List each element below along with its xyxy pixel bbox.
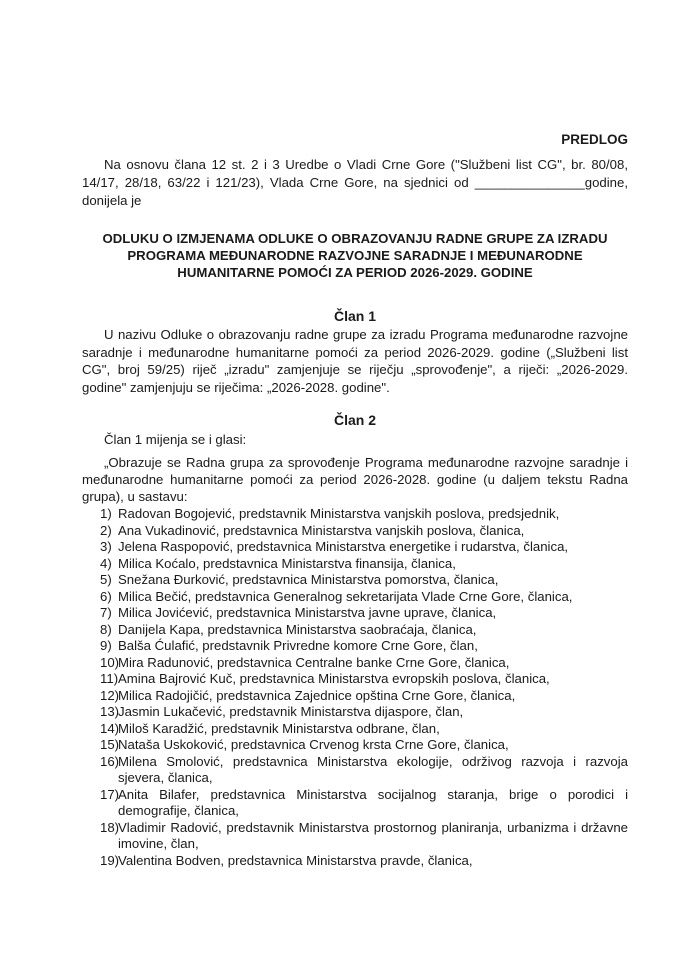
member-item (100, 853, 628, 870)
intro-text-end: godine, donijela je (82, 175, 628, 208)
member-item (100, 506, 628, 523)
member-number: 4) (100, 555, 112, 571)
clan-1-heading: Član 1 (333, 308, 376, 324)
member-number: 14) (100, 720, 120, 736)
member-number: 15) (100, 737, 120, 752)
member-text: Valentina Bodven, predstavnica Ministarstva pravde, članica, (118, 852, 473, 868)
member-number: 13) (100, 704, 120, 719)
member-item (100, 622, 628, 639)
member-item (100, 556, 628, 573)
member-number: 18) (100, 819, 120, 835)
member-item (100, 820, 628, 853)
member-number: 6) (100, 588, 112, 604)
clan-2-intro: Član 1 mijenja se i glasi: (104, 432, 247, 447)
member-text: Radovan Bogojević, predstavnik Ministarstva vanjskih poslova, predsjednik, (118, 506, 560, 521)
intro-paragraph (82, 156, 628, 210)
member-text: Milica Koćalo, predstavnica Ministarstva finansija, članica, (118, 555, 456, 571)
clan-2-heading: Član 2 (333, 412, 376, 428)
clan-1-text: U nazivu Odluke o obrazovanju radne grupe za izradu Programa međunarodne razvojne saradnje i međunarodne humanitarne pomoći za period 2026-2029. godine („Službeni list CG", broj 59/25) riječ „izradu" zamjenjuje se riječju „sprovođenje", a riječi: „2026-2029. godine" zamjenjuju se riječima: „2026-2028. godine". (82, 327, 628, 395)
member-number: 10) (100, 654, 120, 670)
member-text: Vladimir Radović, predstavnik Ministarstva prostornog planiranja, urbanizma i državne imovine, član, (118, 819, 628, 851)
members-list (100, 506, 628, 869)
member-item (100, 737, 628, 754)
date-blank: _______________ (474, 175, 585, 190)
predlog-label: PREDLOG (561, 132, 628, 147)
member-number: 19) (100, 852, 120, 868)
member-number: 5) (100, 572, 112, 587)
member-item (100, 655, 628, 672)
member-text: Ana Vukadinović, predstavnica Ministarstva vanjskih poslova, članica, (118, 522, 525, 538)
member-text: Balša Ćulafić, predstavnik Privredne komore Crne Gore, član, (118, 638, 478, 653)
member-text: Jelena Raspopović, predstavnica Ministarstva energetike i rudarstva, članica, (118, 539, 569, 554)
member-text: Danijela Kapa, predstavnica Ministarstva saobraćaja, članica, (118, 621, 477, 637)
member-text: Milena Smolović, predstavnica Ministarstva ekologije, održivog razvoja i razvoja sjevera, članica, (118, 753, 628, 785)
member-number: 2) (100, 522, 112, 538)
member-text: Jasmin Lukačević, predstavnik Ministarstva dijaspore, član, (118, 704, 464, 719)
member-text: Milica Bečić, predstavnica Generalnog sekretarijata Vlade Crne Gore, članica, (118, 588, 573, 604)
member-number: 16) (100, 753, 120, 769)
member-item (100, 539, 628, 556)
member-number: 7) (100, 605, 112, 620)
member-number: 11) (100, 671, 119, 686)
member-item (100, 688, 628, 705)
member-item (100, 721, 628, 738)
member-text: Milica Jovićević, predstavnica Ministarstva javne uprave, članica, (118, 605, 497, 620)
member-text: Mira Radunović, predstavnica Centralne banke Crne Gore, članica, (118, 654, 510, 670)
clan-2-text: „Obrazuje se Radna grupa za sprovođenje Programa međunarodne razvojne saradnje i međunarodne humanitarne pomoći za period 2026-2028. godine (u daljem tekstu Radna grupa), u sastavu: (82, 455, 628, 504)
member-number: 1) (100, 506, 112, 521)
member-number: 12) (100, 687, 120, 703)
member-number: 17) (100, 786, 120, 802)
member-text: Snežana Đurković, predstavnica Ministarstva pomorstva, članica, (118, 572, 499, 587)
member-item (100, 671, 628, 688)
member-item (100, 605, 628, 622)
member-item (100, 704, 628, 721)
member-item (100, 638, 628, 655)
member-text: Miloš Karadžić, predstavnik Ministarstva odbrane, član, (118, 720, 440, 736)
member-text: Nataša Uskoković, predstavnica Crvenog krsta Crne Gore, članica, (118, 737, 509, 752)
member-item (100, 523, 628, 540)
member-text: Anita Bilafer, predstavnica Ministarstva socijalnog staranja, brige o porodici i demografije, članica, (118, 786, 628, 818)
member-number: 3) (100, 539, 112, 554)
intro-text: Na osnovu člana 12 st. 2 i 3 Uredbe o Vladi Crne Gore ("Službeni list CG", br. 80/08, 14/17, 28/18, 63/22 i 121/23), Vlada Crne Gore, na sjednici od (82, 157, 628, 190)
member-number: 9) (100, 638, 112, 653)
member-number: 8) (100, 621, 112, 637)
member-item (100, 572, 628, 589)
member-item (100, 589, 628, 606)
document-title: ODLUKU O IZMJENAMA ODLUKE O OBRAZOVANJU RADNE GRUPE ZA IZRADU PROGRAMA MEĐUNARODNE RAZVOJNE SARADNJE I MEĐUNARODNE HUMANITARNE POMOĆI ZA PERIOD 2026-2029. GODINE (102, 231, 608, 280)
member-item (100, 754, 628, 787)
member-text: Milica Radojičić, predstavnica Zajednice opština Crne Gore, članica, (118, 687, 516, 703)
member-text: Amina Bajrović Kuč, predstavnica Ministarstva evropskih poslova, članica, (118, 671, 550, 686)
member-item (100, 787, 628, 820)
